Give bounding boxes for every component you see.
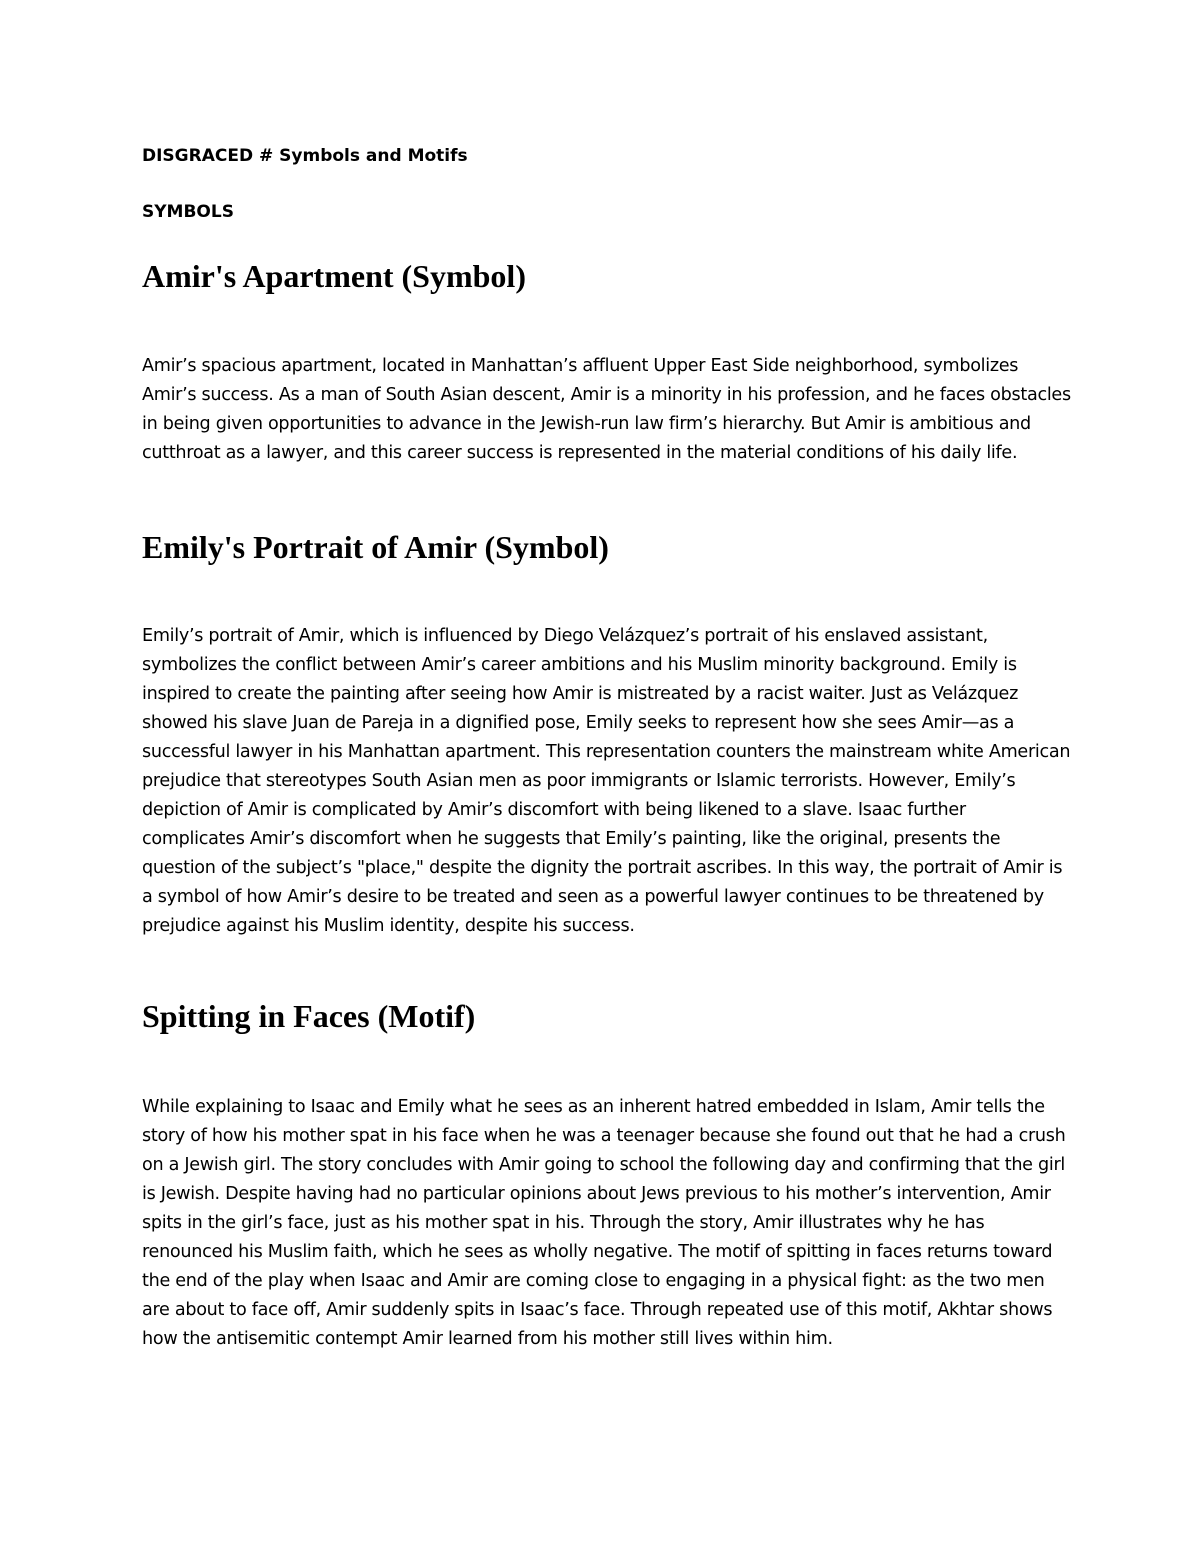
- paragraph-emilys-portrait: Emily’s portrait of Amir, which is influenced by Diego Velázquez’s portrait of his enslaved assistant, symbolizes the conflict between Amir’s career ambitions and his Muslim minority background. Emily is inspired to create the painting after seeing how Amir is mistreated by a racist waiter. Just as Velázquez showed his slave Juan de Pareja in a dignified pose, Emily seeks to represent how she sees Amir—as a successful lawyer in his Manhattan apartment. This representation counters the mainstream white American prejudice that stereotypes South Asian men as poor immigrants or Islamic terrorists. However, Emily’s depiction of Amir is complicated by Amir’s discomfort with being likened to a slave. Isaac further complicates Amir’s discomfort when he suggests that Emily’s painting, like the original, presents the question of the subject’s "place," despite the dignity the portrait ascribes. In this way, the portrait of Amir is a symbol of how Amir’s desire to be treated and seen as a powerful lawyer continues to be threatened by prejudice against his Muslim identity, despite his success.: [142, 626, 1071, 936]
- paragraph-amirs-apartment: Amir’s spacious apartment, located in Manhattan’s affluent Upper East Side neighborhood, symbolizes Amir’s success. As a man of South Asian descent, Amir is a minority in his profession, and he faces obstacles in being given opportunities to advance in the Jewish-run law firm’s hierarchy. But Amir is ambitious and cutthroat as a lawyer, and this career success is represented in the material conditions of his daily life.: [142, 356, 1071, 463]
- document-title: DISGRACED # Symbols and Motifs: [142, 146, 468, 166]
- heading-amirs-apartment: Amir's Apartment (Symbol): [142, 258, 526, 294]
- heading-spitting-in-faces: Spitting in Faces (Motif): [142, 998, 476, 1034]
- paragraph-spitting-in-faces: While explaining to Isaac and Emily what he sees as an inherent hatred embedded in Islam, Amir tells the story of how his mother spat in his face when he was a teenager because she found out that he had a crush on a Jewish girl. The story concludes with Amir going to school the following day and confirming that the girl is Jewish. Despite having had no particular opinions about Jews previous to his mother’s intervention, Amir spits in the girl’s face, just as his mother spat in his. Through the story, Amir illustrates why he has renounced his Muslim faith, which he sees as wholly negative. The motif of spitting in faces returns toward the end of the play when Isaac and Amir are coming close to engaging in a physical fight: as the two men are about to face off, Amir suddenly spits in Isaac’s face. Through repeated use of this motif, Akhtar shows how the antisemitic contempt Amir learned from his mother still lives within him.: [142, 1097, 1066, 1349]
- heading-emilys-portrait: Emily's Portrait of Amir (Symbol): [142, 529, 609, 565]
- section-label-symbols: SYMBOLS: [142, 202, 234, 222]
